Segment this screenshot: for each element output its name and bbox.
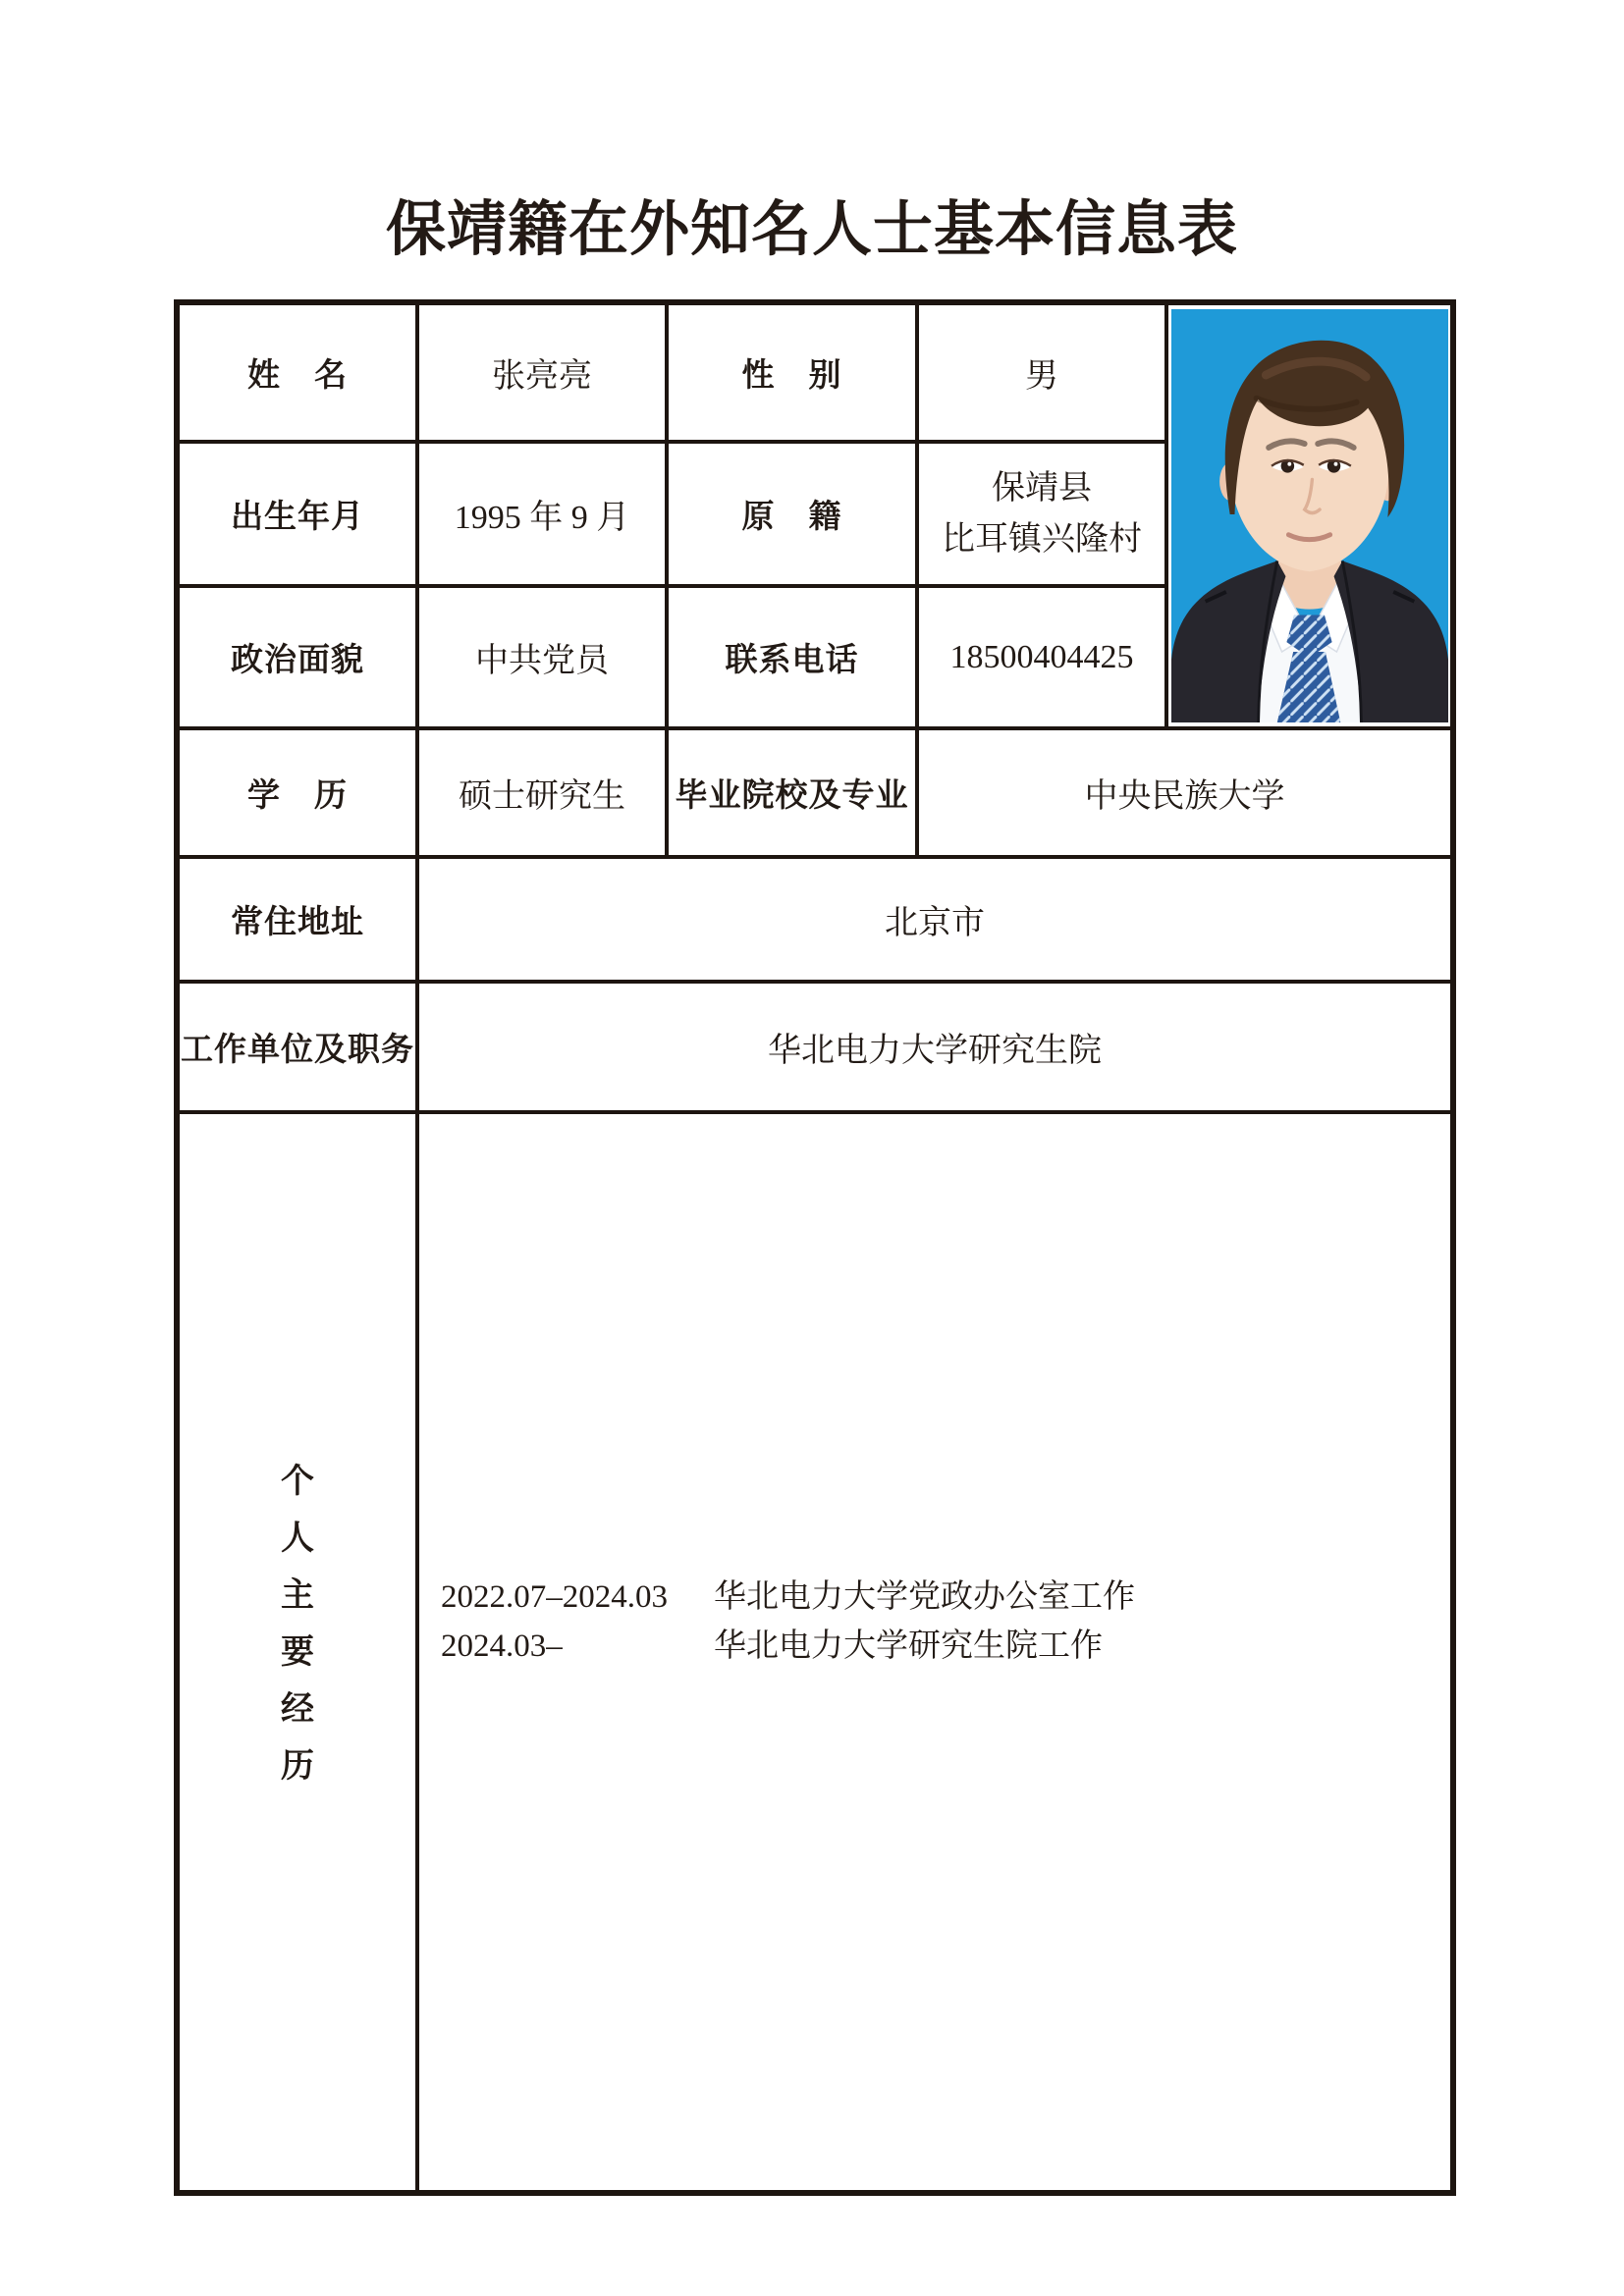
field-gender-value: 男 <box>919 305 1168 444</box>
experience-label-char: 经 <box>281 1690 314 1728</box>
experience-description: 华北电力大学党政办公室工作 <box>714 1579 1135 1615</box>
field-gender-label: 性 别 <box>669 305 919 444</box>
field-address-label: 常住地址 <box>180 859 419 984</box>
field-school-label: 毕业院校及专业 <box>669 730 919 859</box>
experience-label-char: 主 <box>281 1576 314 1614</box>
page-title: 保靖籍在外知名人士基本信息表 <box>385 197 1238 263</box>
experience-period: 2022.07–2024.03 <box>441 1579 668 1615</box>
field-political-value: 中共党员 <box>419 588 669 730</box>
field-school-value: 中央民族大学 <box>919 730 1450 859</box>
id-photo <box>1168 305 1450 730</box>
experience-label-char: 个 <box>281 1463 314 1500</box>
experience-label-char: 要 <box>281 1633 314 1671</box>
experience-period: 2024.03– <box>441 1629 563 1664</box>
field-origin-label: 原 籍 <box>669 444 919 588</box>
experience-description: 华北电力大学研究生院工作 <box>714 1629 1103 1664</box>
field-phone-value: 18500404425 <box>919 588 1168 730</box>
field-political-label: 政治面貌 <box>180 588 419 730</box>
field-education-value: 硕士研究生 <box>419 730 669 859</box>
field-phone-label: 联系电话 <box>669 588 919 730</box>
field-address-value: 北京市 <box>419 859 1450 984</box>
field-name-label: 姓 名 <box>180 305 419 444</box>
experience-entry <box>441 1573 1135 1622</box>
field-origin-value-line1: 保靖县 <box>992 469 1092 507</box>
experience-entry <box>441 1622 1135 1671</box>
field-education-label: 学 历 <box>180 730 419 859</box>
field-birth-label: 出生年月 <box>180 444 419 588</box>
field-work-label: 工作单位及职务 <box>180 984 419 1114</box>
field-experience-label <box>180 1114 419 2190</box>
info-table <box>174 299 1456 2196</box>
field-work-value: 华北电力大学研究生院 <box>419 984 1450 1114</box>
field-origin-value <box>919 444 1168 588</box>
experience-label-char: 人 <box>281 1520 314 1557</box>
field-birth-value: 1995 年 9 月 <box>419 444 669 588</box>
id-photo-image <box>1171 309 1448 722</box>
field-origin-value-line2: 比耳镇兴隆村 <box>942 520 1142 558</box>
experience-label-char: 历 <box>281 1747 314 1785</box>
field-name-value: 张亮亮 <box>419 305 669 444</box>
field-experience-value <box>419 1114 1450 2190</box>
